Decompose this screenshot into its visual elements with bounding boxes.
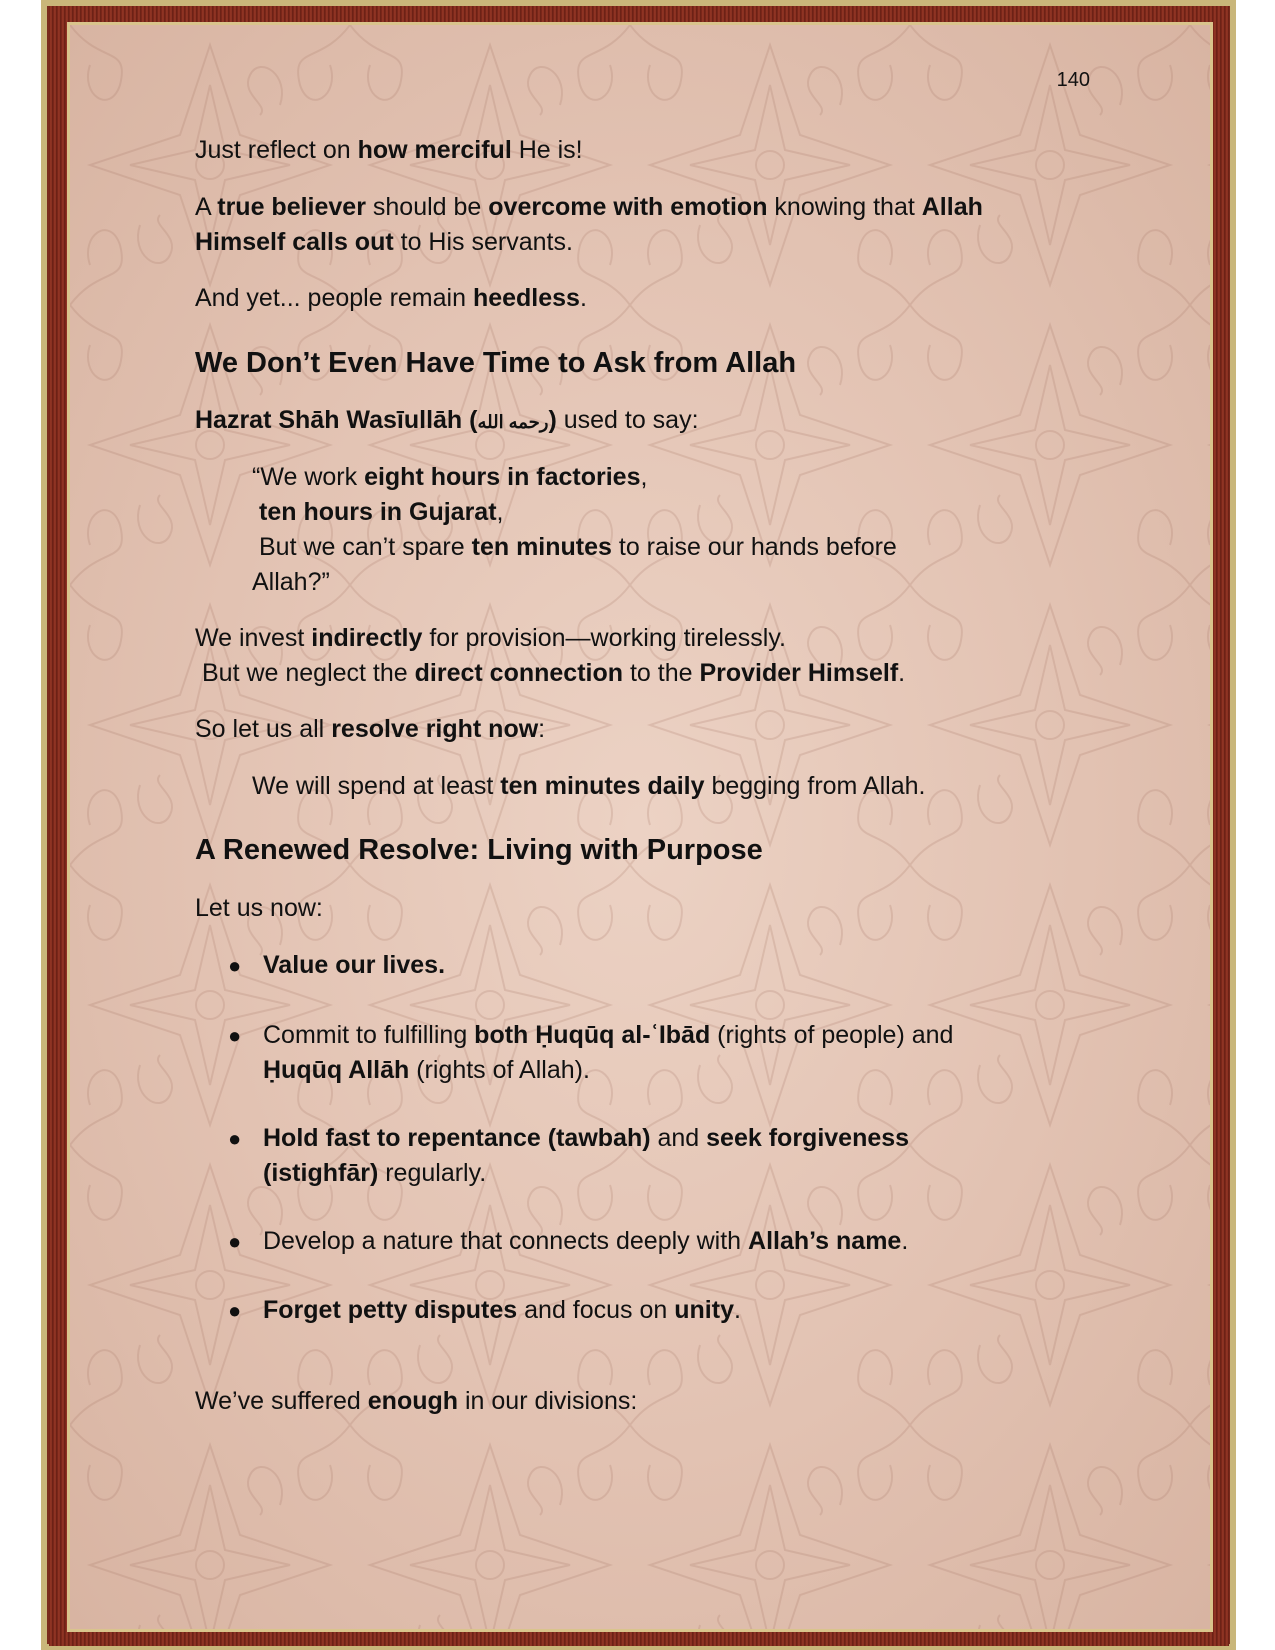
- invest-line-1: We invest indirectly for provision—working tirelessly.: [195, 624, 786, 652]
- paragraph-divisions: We’ve suffered enough in our divisions:: [195, 1387, 638, 1415]
- bullet-icon: ●: [228, 1229, 242, 1254]
- bullet-icon: ●: [228, 953, 242, 978]
- paragraph-let-us-now: Let us now:: [195, 894, 323, 922]
- section-heading-time-to-ask: We Don’t Even Have Time to Ask from Allah: [195, 347, 797, 379]
- page-paper: [70, 25, 1210, 1629]
- quote-line-1: “We work eight hours in factories,: [252, 463, 648, 491]
- page-number: 140: [1056, 69, 1090, 91]
- paragraph-resolve: So let us all resolve right now:: [195, 715, 546, 743]
- bullet-icon: ●: [228, 1298, 242, 1323]
- paragraph-hazrat-quote-intro: Hazrat Shāh Wasīullāh (رحمه الله) used to say:: [195, 406, 699, 434]
- quote-line-3: But we can’t spare ten minutes to raise our hands before Allah?”: [252, 533, 897, 596]
- quote-line-2: ten hours in Gujarat,: [259, 498, 504, 526]
- section-heading-renewed-resolve: A Renewed Resolve: Living with Purpose: [195, 834, 763, 866]
- invest-line-2: But we neglect the direct connection to the Provider Himself.: [202, 659, 906, 687]
- paragraph-ten-minutes-daily: We will spend at least ten minutes daily begging from Allah.: [252, 772, 926, 800]
- page-content: 140 Just reflect on how merciful He is! A true believer should be overcome with emotion knowing that Allah Himself calls out to His servants. And yet... people remain heedless. We Don’t Even Have Time to Ask from Allah Hazrat Shāh Wasīullāh (رحمه الله) used to say: “We work eight hours in factories, ten hours in Gujarat, But we can’t spare ten minutes to raise our hands before Allah?” We invest indirectly for provision—working tirelessly. But we neglect the direct connection to the Provider Himself. So let us all resolve right now: We will spend at least ten minutes daily begging from Allah. A Renewed Resolve: Living with Purpose Let us now: ● Value our lives. ● Commit to fulfilling both Ḥuqūq al-ʿIbād (rights of people) and Ḥuqūq Allāh (rights of Allah). ● Hold fast to repentance (tawbah) and seek forgiveness (istighfār) regularly. ● Develop a nature that connects deeply with Allah’s name. ● Forget petty disputes and focus on unity. We’ve suffered enough in our divisions:: [70, 25, 1210, 1629]
- bullet-icon: ●: [228, 1126, 242, 1151]
- paragraph-heedless: And yet... people remain heedless.: [195, 284, 587, 312]
- bullet-icon: ●: [228, 1023, 242, 1048]
- blockquote-hazrat: [252, 460, 972, 600]
- paragraph-true-believer: A true believer should be overcome with emotion knowing that Allah Himself calls out to His servants.: [195, 193, 983, 256]
- paragraph-merciful: Just reflect on how merciful He is!: [195, 136, 583, 164]
- paragraph-invest: [195, 621, 1075, 691]
